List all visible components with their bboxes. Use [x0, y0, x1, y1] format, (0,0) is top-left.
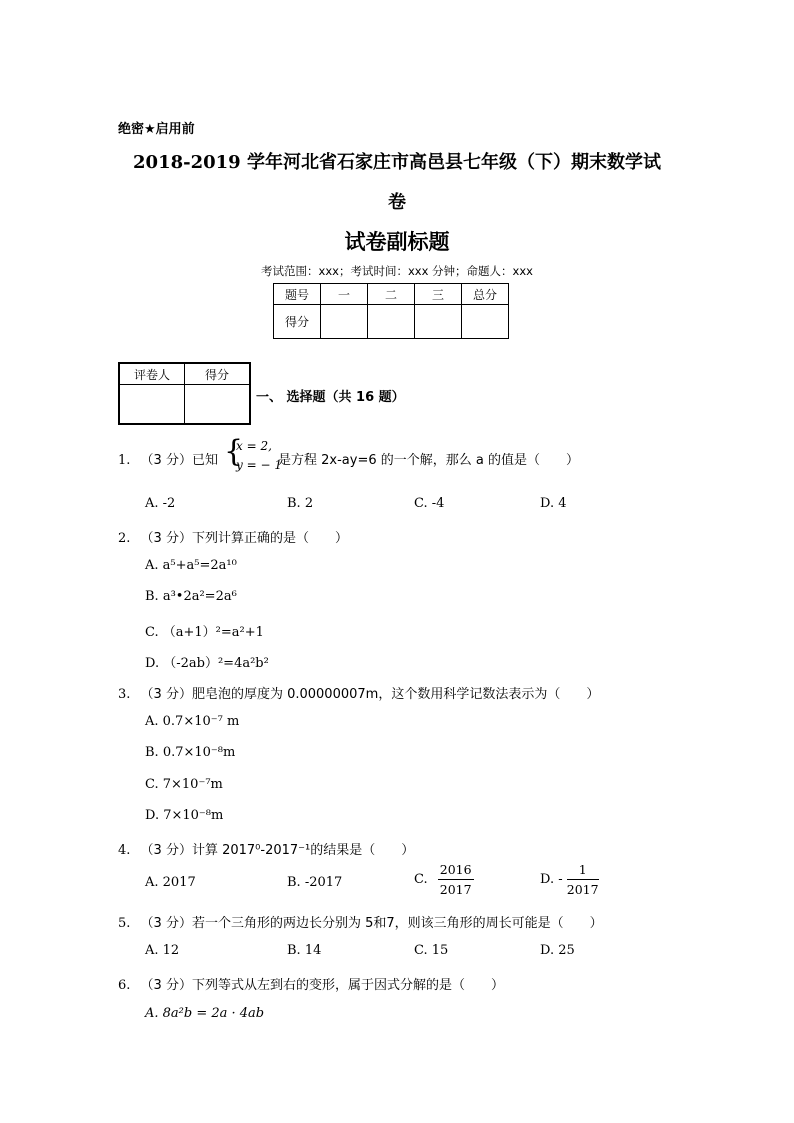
system-brace: { — [224, 434, 244, 469]
question-3 — [118, 683, 599, 702]
question-number: 5. — [118, 916, 131, 931]
score-header-cell: 题号 — [274, 284, 321, 305]
question-text: 已知 — [191, 453, 218, 468]
grader-header-cell: 得分 — [185, 363, 251, 385]
grader-cell — [185, 385, 251, 425]
question-points: （3 分） — [140, 978, 192, 993]
grader-header-cell: 评卷人 — [119, 363, 185, 385]
grader-cell — [119, 385, 185, 425]
equation-system — [236, 437, 282, 475]
score-table — [273, 283, 509, 339]
fraction-denominator: 2017 — [439, 882, 472, 897]
option-b[interactable]: B. 14 — [287, 943, 322, 958]
option-a[interactable]: A. 0.7×10⁻⁷ m — [145, 714, 240, 729]
question-number: 2. — [118, 531, 131, 546]
option-b[interactable]: B. -2017 — [287, 875, 343, 890]
option-c[interactable]: C. 15 — [414, 943, 449, 958]
grader-table — [118, 362, 251, 425]
exam-info: 考试范围：xxx；考试时间：xxx 分钟；命题人：xxx — [261, 264, 533, 278]
fraction — [567, 862, 599, 897]
option-c[interactable]: C. -4 — [414, 496, 445, 511]
question-text: 是方程 2x-ay=6 的一个解，那么 a 的值是（ ） — [278, 453, 579, 468]
question-points: （3 分） — [140, 843, 192, 858]
question-text: 若一个三角形的两边长分别为 5和7，则该三角形的周长可能是（ ） — [191, 916, 603, 931]
question-text: 下列计算正确的是（ ） — [191, 531, 348, 546]
fraction — [438, 862, 474, 897]
question-number: 1. — [118, 453, 131, 468]
score-cell — [415, 305, 462, 339]
option-a[interactable]: A. 2017 — [145, 875, 196, 890]
score-cell — [321, 305, 368, 339]
option-d[interactable]: D. 4 — [540, 496, 567, 511]
equation-line: x = 2, — [236, 439, 272, 453]
question-6 — [118, 974, 504, 993]
fraction-numerator: 2016 — [438, 862, 474, 880]
option-label: C. — [414, 872, 428, 887]
section-heading: 一、 选择题（共 16 题） — [256, 390, 405, 405]
option-d[interactable]: D. 25 — [540, 943, 575, 958]
score-cell — [368, 305, 415, 339]
question-number: 6. — [118, 978, 131, 993]
option-c[interactable] — [414, 862, 474, 897]
score-row-label: 得分 — [274, 305, 321, 339]
question-number: 3. — [118, 687, 131, 702]
question-number: 4. — [118, 843, 131, 858]
option-b[interactable]: B. 2 — [287, 496, 314, 511]
question-points: （3 分） — [140, 687, 192, 702]
fraction-denominator: 2017 — [566, 882, 599, 897]
exam-title-line1: 2018-2019 学年河北省石家庄市高邑县七年级（下）期末数学试 — [133, 152, 661, 173]
question-4 — [118, 839, 414, 858]
option-c[interactable]: C. 7×10⁻⁷m — [145, 777, 223, 792]
question-points: （3 分） — [140, 916, 192, 931]
option-a[interactable]: A. 8a²b = 2a · 4ab — [145, 1006, 265, 1021]
fraction-numerator: 1 — [567, 862, 599, 880]
question-text: 肥皂泡的厚度为 0.00000007m，这个数用科学记数法表示为（ ） — [191, 687, 600, 702]
question-points: （3 分） — [140, 531, 192, 546]
question-5 — [118, 912, 603, 931]
question-text: 计算 2017⁰-2017⁻¹的结果是（ ） — [191, 843, 415, 858]
score-header-cell: 三 — [415, 284, 462, 305]
option-b[interactable]: B. a³•2a²=2a⁶ — [145, 589, 237, 604]
score-header-cell: 一 — [321, 284, 368, 305]
exam-title-line2: 卷 — [388, 192, 406, 213]
score-cell — [462, 305, 509, 339]
score-header-cell: 二 — [368, 284, 415, 305]
question-text: 下列等式从左到右的变形，属于因式分解的是（ ） — [191, 978, 504, 993]
question-1-prefix — [118, 449, 218, 468]
question-points: （3 分） — [140, 453, 192, 468]
option-a[interactable]: A. -2 — [145, 496, 176, 511]
option-label: D. - — [540, 872, 563, 887]
option-d[interactable]: D. （-2ab）²=4a²b² — [145, 656, 269, 671]
exam-subtitle: 试卷副标题 — [344, 230, 450, 254]
option-a[interactable]: A. a⁵+a⁵=2a¹⁰ — [145, 558, 237, 573]
score-header-cell: 总分 — [462, 284, 509, 305]
option-d[interactable] — [540, 862, 599, 897]
equation-line: y = − 1 — [236, 458, 282, 472]
confidential-label: 绝密★启用前 — [118, 122, 195, 137]
option-d[interactable]: D. 7×10⁻⁸m — [145, 808, 224, 823]
option-c[interactable]: C. （a+1）²=a²+1 — [145, 625, 264, 640]
question-2 — [118, 527, 348, 546]
option-b[interactable]: B. 0.7×10⁻⁸m — [145, 745, 236, 760]
option-a[interactable]: A. 12 — [145, 943, 180, 958]
